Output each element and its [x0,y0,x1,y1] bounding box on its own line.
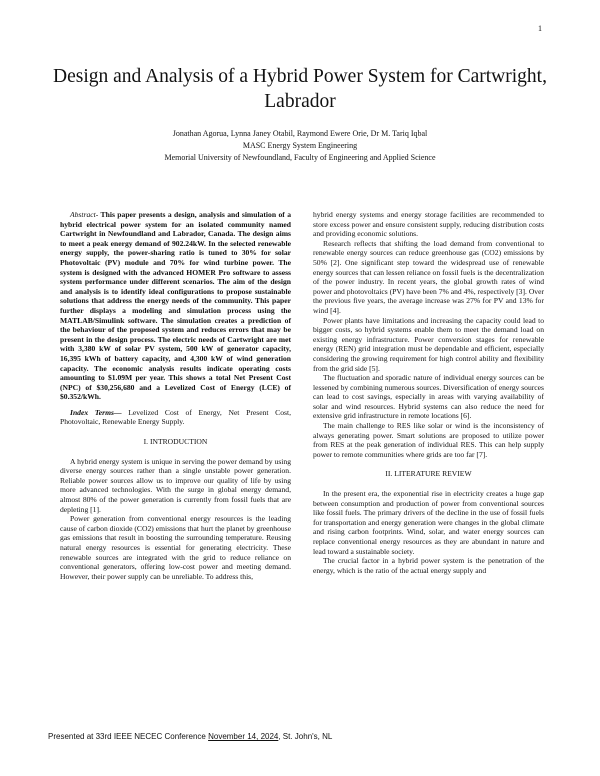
section-heading-introduction: I. INTRODUCTION [143,437,208,447]
lit-paragraph-1: In the present era, the exponential rise in electricity creates a huge gap between consumption and production of power from conventional sources like fossil fuels. The primary drivers of the decline in the use of fossil fuels for transportation and energy generation were changes in the global climate and rising carbon footprints. Wind, solar, and water energy sources can replace conventional energy resources as they are abundant in nature and lead toward a sustainable society. [313,489,544,556]
right-column [313,210,544,575]
abstract-label: Abstract- [70,210,99,219]
right-paragraph-3: The fluctuation and sporadic nature of individual energy sources can be lessened by combining numerous sources. Diversification of energy sources can lead to cost savings, especially in areas with varying availability of solar and wind resources. Hybrid systems can also reduce the need for extensive grid infrastructure in remote locations [6]. [313,373,544,421]
footer-suffix: , St. John's, NL [278,732,333,741]
author-program: MASC Energy System Engineering [242,141,358,150]
right-paragraph-1: Research reflects that shifting the load demand from conventional to renewable energy sources can reduce greenhouse gas (CO2) emissions by 50% [2]. One significant step toward the widespread use of renewable energy sources that can lessen reliance on fossil fuels is the decentralization of the power industry. In recent years, the global growth rates of wind power and photovoltaics (PV) have been 7% and 4%, respectively [3]. Over the previous five years, the average increase was 27% for PV and 13% for wind [4]. [313,238,544,315]
abstract-text: This paper presents a design, analysis and simulation of a hybrid electrical power system for an isolated community named Cartwright in Newfoundland and Labrador, Canada. The design aims to meet a peak energy demand of 902.24kW. In the selected renewable energy supply, the power-sharing ratio is tuned to 30% for solar Photovoltaic (PV) module and 70% for wind turbine power. The system is designed with the advanced HOMER Pro software to assess system performance under different scenarios. The aim of the design and analysis is to identify ideal configurations to propose sustainable solutions that address the energy needs of the community. This paper further displays a modeling and simulation process using the MATLAB/Simulink software. The simulation creates a prediction of the behaviour of the proposed system and reduces errors that may be present in the design process. The electric needs of Cartwright are met with 3,380 kW of solar PV system, 500 kW of generator capacity, 16,395 kWh of battery capacity, and 4,300 kW of wind generation capacity. The economic analysis results indicate operating costs amounting to $1.09M per year. This shows a total Net Present Cost (NPC) of $30,256,680 and a Levelized Cost of Energy (LCE) of $0.352/kWh. [60,210,291,402]
intro-paragraph-1: A hybrid energy system is unique in serving the power demand by using diverse energy sources rather than a single unstable power generation. Reliable power sources allow us to improve our quality of life by using more advanced technologies. With the surge in global energy demand, almost 80% of the power generation is currently from fossil fuels that are depleting [1]. [60,456,291,514]
footer-prefix: Presented at 33rd IEEE NECEC Conference [48,732,209,741]
index-terms-label: Index Terms— [70,407,122,417]
section-heading-literature-review: II. LITERATURE REVIEW [385,469,472,479]
conference-footer [48,732,332,741]
page-number: 1 [538,24,542,33]
author-affiliation: Memorial University of Newfoundland, Faculty of Engineering and Applied Science [164,153,436,162]
abstract [60,210,291,402]
paper-title: Design and Analysis of a Hybrid Power System for Cartwright, Labrador [53,66,547,112]
author-names: Jonathan Agorua, Lynna Janey Otabil, Raymond Ewere Orie, Dr M. Tariq Iqbal [172,129,428,138]
index-terms [60,408,291,427]
index-terms-text: Levelized Cost of Energy, Net Present Cost, Photovoltaic, Renewable Energy Supply. [60,407,291,427]
lit-paragraph-2: The crucial factor in a hybrid power system is the penetration of the energy, which is the ratio of the actual energy supply and [313,556,544,575]
right-paragraph-0: hybrid energy systems and energy storage facilities are recommended to store excess power and ensure consistent supply, reducing distribution costs and providing economic solutions. [313,210,544,239]
footer-date: November 14, 2024 [208,732,279,741]
author-block [40,128,560,164]
left-column [60,210,291,581]
right-paragraph-2: Power plants have limitations and increasing the capacity could lead to bigger costs, so hybrid systems enable them to meet the demand load on existing energy infrastructure. Power conversion stages for renewable energy (REN) grid integration must be dependable and efficient, especially considering the growing requirement for high control ability and flexibility from the grid side [5]. [313,315,544,373]
intro-paragraph-2: Power generation from conventional energy resources is the leading cause of carbon dioxide (CO2) emissions that hurt the planet by greenhouse gas emissions that result in boosting the surrounding temperature. Reusing natural energy resources is essential for generating electricity. These renewable sources are integrated with the grid to reduce reliance on conventional generators, offering low-cost power and meeting demand. However, their power supply can be unreliable. To address this, [60,514,291,581]
right-paragraph-4: The main challenge to RES like solar or wind is the inconsistency of always generating power. Smart solutions are proposed to utilize power from RES at the peak generation of individual RES. This can help supply power to remote communities where grids are too far [7]. [313,421,544,459]
